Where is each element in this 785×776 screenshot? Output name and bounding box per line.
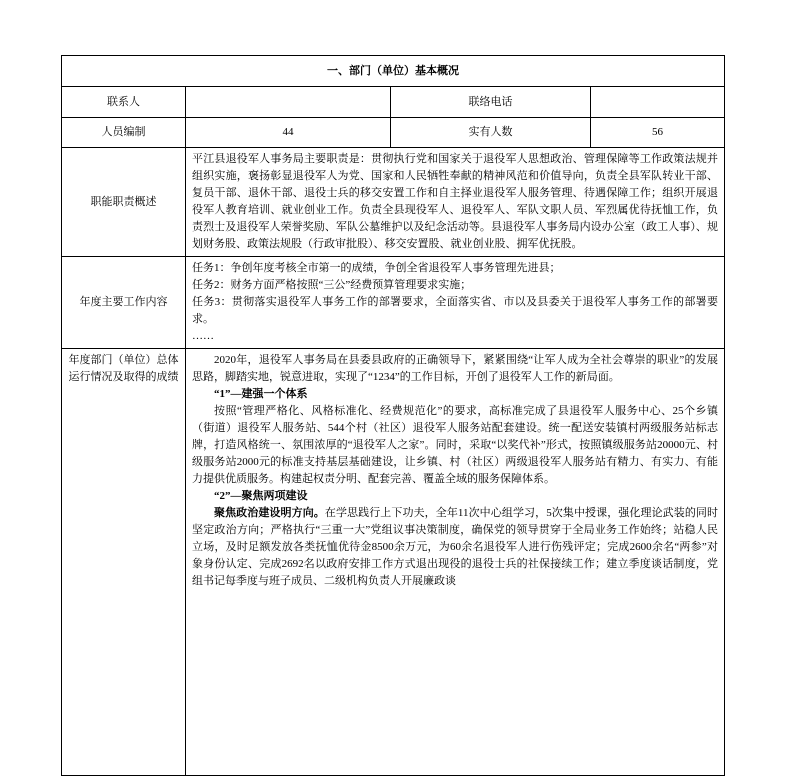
overall-content [186, 349, 725, 776]
duties-label: 职能职责概述 [62, 148, 186, 257]
table-row [62, 148, 725, 257]
contact-label: 联系人 [62, 87, 186, 118]
overall-heading-1: “1”—建强一个体系 [214, 388, 308, 400]
section-title: 一、部门（单位）基本概况 [62, 56, 725, 87]
task-line-1: 任务1：争创年度考核全市第一的成绩，争创全省退役军人事务管理先进县； [192, 262, 561, 274]
contact-value [186, 87, 391, 118]
task-line-ellipsis: …… [192, 330, 214, 342]
actual-count-label: 实有人数 [391, 118, 591, 148]
table-row [62, 118, 725, 148]
duties-content [186, 148, 725, 257]
overall-intro: 2020年，退役军人事务局在县委县政府的正确领导下，紧紧围绕“让军人成为全社会尊崇的职业”的发展思路，脚踏实地，锐意进取，实现了“1234”的工作目标，开创了退役军人工作的新局面。 [192, 354, 718, 383]
table-row [62, 349, 725, 776]
overall-paragraph-2 [192, 505, 718, 590]
table-row [62, 257, 725, 349]
duties-text: 平江县退役军人事务局主要职责是：贯彻执行党和国家关于退役军人思想政治、管理保障等工作政策法规并组织实施，褒扬彰显退役军人为党、国家和人民牺牲奉献的精神风范和价值导向，负责全县军队转业干部、复员干部、退休干部、退役士兵的移交安置工作和自主择业退役军人服务管理、待遇保障工作；组织开展退役军人教育培训、就业创业工作。负责全县现役军人、退役军人、军队文职人员、军烈属优待抚恤工作，负责烈士及退役军人荣誉奖励、军队公墓维护以及纪念活动等。县退役军人事务局内设办公室（政工人事）、规划财务股、政策法规股（行政审批股）、移交安置股、就业创业股、拥军优抚股。 [192, 153, 718, 250]
overall-paragraph-1: 按照“管理严格化、风格标准化、经费规范化”的要求，高标准完成了县退役军人服务中心、25个乡镇（街道）退役军人服务站、544个村（社区）退役军人服务站配套建设。统一配送安装镇村两级服务站标志牌，打造风格统一、氛围浓厚的“退役军人之家”。同时，采取“以奖代补”形式，按照镇级服务站20000元、村级服务站2000元的标准支持基层基础建设，让乡镇、村（社区）两级退役军人服务站有精力、有实力、有能力提供优质服务。构建起权责分明、配套完善、覆盖全域的服务保障体系。 [192, 405, 718, 485]
overall-heading-2: “2”—聚焦两项建设 [214, 490, 308, 502]
phone-label: 联络电话 [391, 87, 591, 118]
task-line-3: 任务3：贯彻落实退役军人事务工作的部署要求，全面落实省、市以及县委关于退役军人事务工作的部署要求。 [192, 296, 718, 325]
table-row [62, 56, 725, 87]
annual-work-label: 年度主要工作内容 [62, 257, 186, 349]
phone-value [591, 87, 725, 118]
staffing-label: 人员编制 [62, 118, 186, 148]
task-line-2: 任务2：财务方面严格按照“三公”经费预算管理要求实施； [192, 279, 472, 291]
table-row [62, 87, 725, 118]
actual-count-value: 56 [591, 118, 725, 148]
overview-table [61, 55, 725, 776]
overall-label: 年度部门（单位）总体运行情况及取得的成绩 [62, 349, 186, 776]
overall-paragraph-2-lead: 聚焦政治建设明方向。 [214, 507, 325, 519]
overall-paragraph-2-body: 在学思践行上下功夫，全年11次中心组学习，5次集中授课，强化理论武装的同时坚定政治方向；严格执行“三重一大”党组议事决策制度，确保党的领导贯穿于全局业务工作始终；站稳人民立场，及时足额发放各类抚恤优待金8500余万元，为60余名退役军人进行伤残评定；完成2600余名“两参”对象身份认定、完成2692名以政府安排工作方式退出现役的退役士兵的社保接续工作；建立季度谈话制度，党组书记每季度与班子成员、二级机构负责人开展廉政谈 [192, 507, 719, 587]
staffing-value: 44 [186, 118, 391, 148]
annual-work-content [186, 257, 725, 349]
